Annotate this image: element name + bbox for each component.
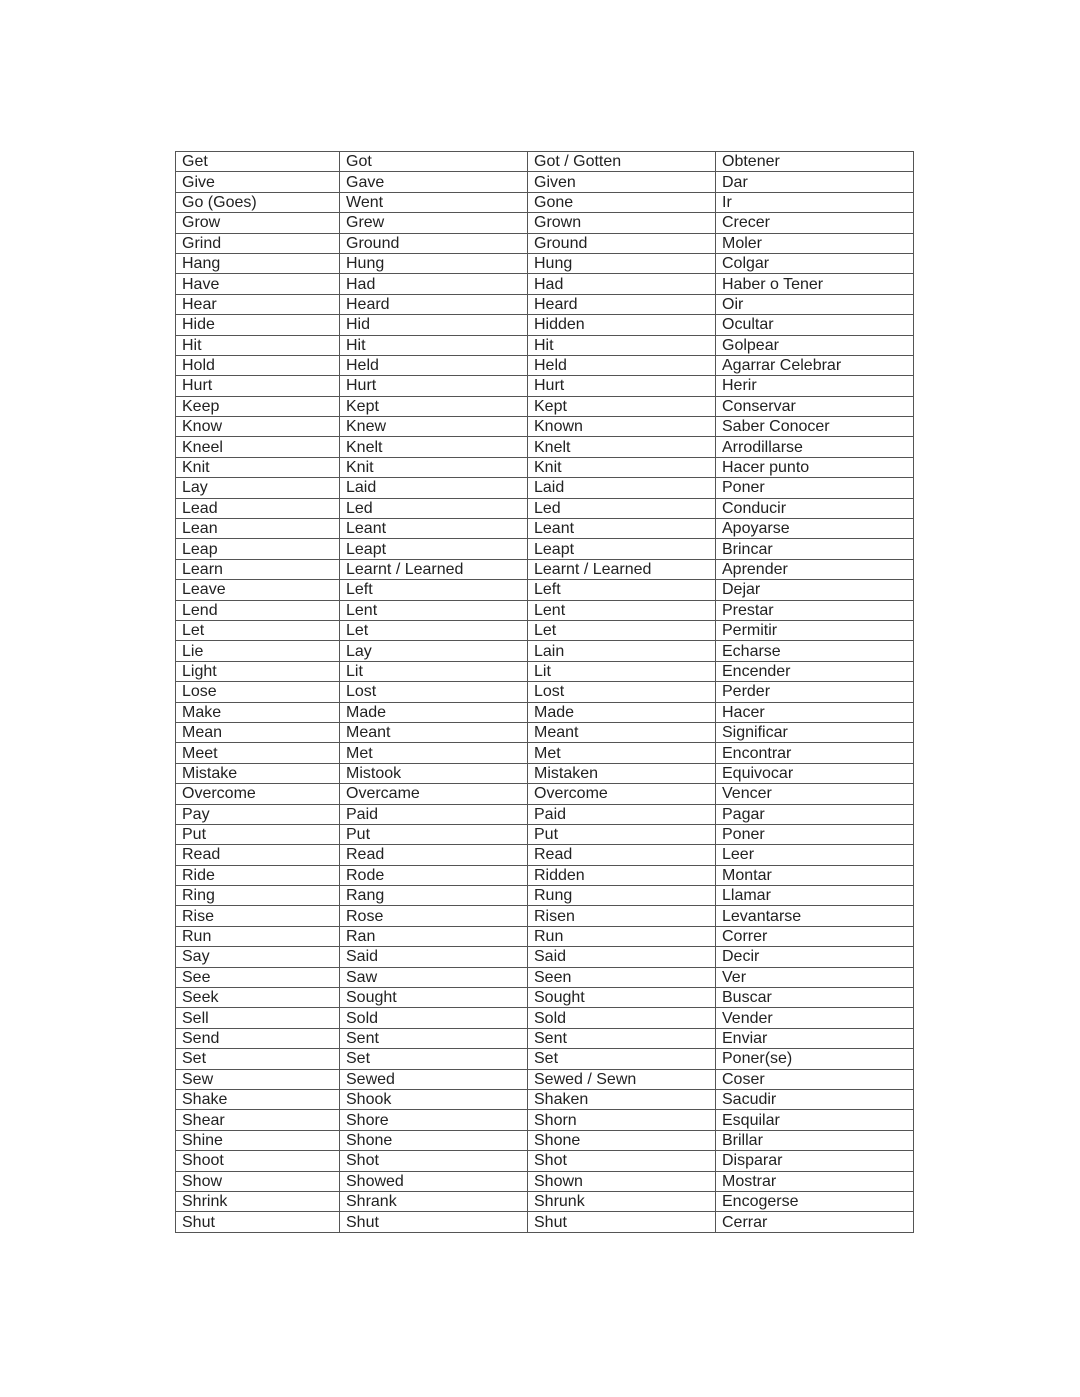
spanish-translation-cell: Moler xyxy=(716,233,914,253)
past-simple-cell: Shrank xyxy=(340,1191,528,1211)
past-simple-cell: Made xyxy=(340,702,528,722)
past-participle-cell: Sold xyxy=(528,1008,716,1028)
base-form-cell: Lean xyxy=(176,519,340,539)
table-row xyxy=(176,152,914,172)
spanish-translation-cell: Poner(se) xyxy=(716,1049,914,1069)
base-form-cell: Shoot xyxy=(176,1151,340,1171)
base-form-cell: Know xyxy=(176,417,340,437)
table-row xyxy=(176,417,914,437)
spanish-translation-cell: Aprender xyxy=(716,559,914,579)
spanish-translation-cell: Correr xyxy=(716,926,914,946)
base-form-cell: Overcome xyxy=(176,784,340,804)
past-simple-cell: Knew xyxy=(340,417,528,437)
base-form-cell: Seek xyxy=(176,988,340,1008)
spanish-translation-cell: Poner xyxy=(716,478,914,498)
spanish-translation-cell: Vender xyxy=(716,1008,914,1028)
base-form-cell: Make xyxy=(176,702,340,722)
past-participle-cell: Put xyxy=(528,824,716,844)
spanish-translation-cell: Conducir xyxy=(716,498,914,518)
irregular-verbs-table xyxy=(175,151,914,1233)
past-simple-cell: Sold xyxy=(340,1008,528,1028)
spanish-translation-cell: Brincar xyxy=(716,539,914,559)
past-simple-cell: Showed xyxy=(340,1171,528,1191)
spanish-translation-cell: Haber o Tener xyxy=(716,274,914,294)
past-participle-cell: Leapt xyxy=(528,539,716,559)
past-simple-cell: Hid xyxy=(340,315,528,335)
table-row xyxy=(176,1212,914,1232)
base-form-cell: Lend xyxy=(176,600,340,620)
past-simple-cell: Met xyxy=(340,743,528,763)
spanish-translation-cell: Herir xyxy=(716,376,914,396)
table-row xyxy=(176,784,914,804)
past-participle-cell: Mistaken xyxy=(528,763,716,783)
table-row xyxy=(176,906,914,926)
table-row xyxy=(176,213,914,233)
table-row xyxy=(176,1008,914,1028)
past-simple-cell: Paid xyxy=(340,804,528,824)
past-simple-cell: Knelt xyxy=(340,437,528,457)
past-simple-cell: Hung xyxy=(340,253,528,273)
past-simple-cell: Hurt xyxy=(340,376,528,396)
base-form-cell: Leap xyxy=(176,539,340,559)
table-row xyxy=(176,1191,914,1211)
past-simple-cell: Held xyxy=(340,355,528,375)
base-form-cell: Hurt xyxy=(176,376,340,396)
past-participle-cell: Lain xyxy=(528,641,716,661)
past-participle-cell: Leant xyxy=(528,519,716,539)
spanish-translation-cell: Agarrar Celebrar xyxy=(716,355,914,375)
table-row xyxy=(176,824,914,844)
past-simple-cell: Went xyxy=(340,192,528,212)
base-form-cell: Grow xyxy=(176,213,340,233)
base-form-cell: Say xyxy=(176,947,340,967)
past-participle-cell: Rung xyxy=(528,886,716,906)
base-form-cell: Let xyxy=(176,620,340,640)
past-participle-cell: Shot xyxy=(528,1151,716,1171)
past-participle-cell: Shaken xyxy=(528,1089,716,1109)
past-simple-cell: Meant xyxy=(340,722,528,742)
base-form-cell: Hang xyxy=(176,253,340,273)
table-row xyxy=(176,335,914,355)
spanish-translation-cell: Prestar xyxy=(716,600,914,620)
spanish-translation-cell: Golpear xyxy=(716,335,914,355)
past-participle-cell: Shone xyxy=(528,1130,716,1150)
past-participle-cell: Lost xyxy=(528,682,716,702)
past-participle-cell: Given xyxy=(528,172,716,192)
base-form-cell: Hear xyxy=(176,294,340,314)
table-row xyxy=(176,682,914,702)
past-participle-cell: Got / Gotten xyxy=(528,152,716,172)
past-simple-cell: Shook xyxy=(340,1089,528,1109)
past-participle-cell: Learnt / Learned xyxy=(528,559,716,579)
spanish-translation-cell: Arrodillarse xyxy=(716,437,914,457)
base-form-cell: Keep xyxy=(176,396,340,416)
spanish-translation-cell: Significar xyxy=(716,722,914,742)
table-row xyxy=(176,661,914,681)
past-simple-cell: Said xyxy=(340,947,528,967)
spanish-translation-cell: Dar xyxy=(716,172,914,192)
past-participle-cell: Met xyxy=(528,743,716,763)
spanish-translation-cell: Saber Conocer xyxy=(716,417,914,437)
past-simple-cell: Ground xyxy=(340,233,528,253)
table-row xyxy=(176,947,914,967)
past-simple-cell: Shone xyxy=(340,1130,528,1150)
past-simple-cell: Learnt / Learned xyxy=(340,559,528,579)
past-participle-cell: Laid xyxy=(528,478,716,498)
past-simple-cell: Gave xyxy=(340,172,528,192)
past-simple-cell: Lent xyxy=(340,600,528,620)
past-participle-cell: Run xyxy=(528,926,716,946)
table-row xyxy=(176,274,914,294)
past-simple-cell: Ran xyxy=(340,926,528,946)
past-participle-cell: Knelt xyxy=(528,437,716,457)
table-row xyxy=(176,804,914,824)
past-participle-cell: Said xyxy=(528,947,716,967)
base-form-cell: Lay xyxy=(176,478,340,498)
spanish-translation-cell: Hacer punto xyxy=(716,457,914,477)
past-participle-cell: Read xyxy=(528,845,716,865)
spanish-translation-cell: Coser xyxy=(716,1069,914,1089)
past-simple-cell: Read xyxy=(340,845,528,865)
base-form-cell: Lie xyxy=(176,641,340,661)
spanish-translation-cell: Hacer xyxy=(716,702,914,722)
table-row xyxy=(176,988,914,1008)
past-participle-cell: Made xyxy=(528,702,716,722)
base-form-cell: Mistake xyxy=(176,763,340,783)
spanish-translation-cell: Encender xyxy=(716,661,914,681)
spanish-translation-cell: Montar xyxy=(716,865,914,885)
past-participle-cell: Seen xyxy=(528,967,716,987)
past-simple-cell: Grew xyxy=(340,213,528,233)
past-simple-cell: Overcame xyxy=(340,784,528,804)
past-simple-cell: Set xyxy=(340,1049,528,1069)
table-row xyxy=(176,1151,914,1171)
table-row xyxy=(176,967,914,987)
table-row xyxy=(176,600,914,620)
past-participle-cell: Shown xyxy=(528,1171,716,1191)
table-row xyxy=(176,722,914,742)
table-row xyxy=(176,396,914,416)
spanish-translation-cell: Echarse xyxy=(716,641,914,661)
table-row xyxy=(176,702,914,722)
spanish-translation-cell: Brillar xyxy=(716,1130,914,1150)
table-row xyxy=(176,763,914,783)
base-form-cell: Sell xyxy=(176,1008,340,1028)
base-form-cell: Knit xyxy=(176,457,340,477)
past-participle-cell: Held xyxy=(528,355,716,375)
spanish-translation-cell: Encogerse xyxy=(716,1191,914,1211)
spanish-translation-cell: Ver xyxy=(716,967,914,987)
spanish-translation-cell: Mostrar xyxy=(716,1171,914,1191)
past-simple-cell: Knit xyxy=(340,457,528,477)
past-participle-cell: Sewed / Sewn xyxy=(528,1069,716,1089)
spanish-translation-cell: Disparar xyxy=(716,1151,914,1171)
past-participle-cell: Overcome xyxy=(528,784,716,804)
past-simple-cell: Got xyxy=(340,152,528,172)
spanish-translation-cell: Permitir xyxy=(716,620,914,640)
base-form-cell: Meet xyxy=(176,743,340,763)
past-participle-cell: Hung xyxy=(528,253,716,273)
past-participle-cell: Known xyxy=(528,417,716,437)
table-row xyxy=(176,559,914,579)
past-participle-cell: Grown xyxy=(528,213,716,233)
past-participle-cell: Ridden xyxy=(528,865,716,885)
past-simple-cell: Sought xyxy=(340,988,528,1008)
past-participle-cell: Meant xyxy=(528,722,716,742)
spanish-translation-cell: Enviar xyxy=(716,1028,914,1048)
past-simple-cell: Sewed xyxy=(340,1069,528,1089)
table-row xyxy=(176,192,914,212)
base-form-cell: Hold xyxy=(176,355,340,375)
table-row xyxy=(176,1028,914,1048)
past-simple-cell: Mistook xyxy=(340,763,528,783)
spanish-translation-cell: Encontrar xyxy=(716,743,914,763)
past-participle-cell: Let xyxy=(528,620,716,640)
table-row xyxy=(176,1089,914,1109)
base-form-cell: Lead xyxy=(176,498,340,518)
table-row xyxy=(176,1110,914,1130)
base-form-cell: Hit xyxy=(176,335,340,355)
base-form-cell: Lose xyxy=(176,682,340,702)
table-row xyxy=(176,172,914,192)
base-form-cell: Go (Goes) xyxy=(176,192,340,212)
past-participle-cell: Had xyxy=(528,274,716,294)
table-row xyxy=(176,845,914,865)
past-simple-cell: Left xyxy=(340,580,528,600)
table-row xyxy=(176,1171,914,1191)
past-participle-cell: Hidden xyxy=(528,315,716,335)
base-form-cell: Give xyxy=(176,172,340,192)
past-participle-cell: Sent xyxy=(528,1028,716,1048)
past-simple-cell: Rose xyxy=(340,906,528,926)
base-form-cell: Ring xyxy=(176,886,340,906)
base-form-cell: Sew xyxy=(176,1069,340,1089)
spanish-translation-cell: Buscar xyxy=(716,988,914,1008)
base-form-cell: See xyxy=(176,967,340,987)
table-row xyxy=(176,478,914,498)
past-participle-cell: Shorn xyxy=(528,1110,716,1130)
spanish-translation-cell: Levantarse xyxy=(716,906,914,926)
past-participle-cell: Hurt xyxy=(528,376,716,396)
past-simple-cell: Leant xyxy=(340,519,528,539)
table-row xyxy=(176,519,914,539)
table-row xyxy=(176,539,914,559)
base-form-cell: Rise xyxy=(176,906,340,926)
spanish-translation-cell: Colgar xyxy=(716,253,914,273)
base-form-cell: Light xyxy=(176,661,340,681)
table-row xyxy=(176,355,914,375)
table-row xyxy=(176,253,914,273)
spanish-translation-cell: Llamar xyxy=(716,886,914,906)
base-form-cell: Ride xyxy=(176,865,340,885)
table-row xyxy=(176,641,914,661)
spanish-translation-cell: Pagar xyxy=(716,804,914,824)
table-row xyxy=(176,743,914,763)
past-participle-cell: Led xyxy=(528,498,716,518)
spanish-translation-cell: Poner xyxy=(716,824,914,844)
past-simple-cell: Shut xyxy=(340,1212,528,1232)
base-form-cell: Shear xyxy=(176,1110,340,1130)
spanish-translation-cell: Vencer xyxy=(716,784,914,804)
spanish-translation-cell: Obtener xyxy=(716,152,914,172)
past-simple-cell: Shore xyxy=(340,1110,528,1130)
base-form-cell: Learn xyxy=(176,559,340,579)
spanish-translation-cell: Dejar xyxy=(716,580,914,600)
spanish-translation-cell: Oir xyxy=(716,294,914,314)
spanish-translation-cell: Decir xyxy=(716,947,914,967)
base-form-cell: Hide xyxy=(176,315,340,335)
past-simple-cell: Led xyxy=(340,498,528,518)
past-simple-cell: Put xyxy=(340,824,528,844)
past-participle-cell: Paid xyxy=(528,804,716,824)
base-form-cell: Shrink xyxy=(176,1191,340,1211)
table-row xyxy=(176,294,914,314)
past-simple-cell: Had xyxy=(340,274,528,294)
table-row xyxy=(176,233,914,253)
spanish-translation-cell: Equivocar xyxy=(716,763,914,783)
table-row xyxy=(176,620,914,640)
spanish-translation-cell: Conservar xyxy=(716,396,914,416)
base-form-cell: Kneel xyxy=(176,437,340,457)
spanish-translation-cell: Leer xyxy=(716,845,914,865)
past-participle-cell: Ground xyxy=(528,233,716,253)
table-row xyxy=(176,1069,914,1089)
past-participle-cell: Lit xyxy=(528,661,716,681)
spanish-translation-cell: Esquilar xyxy=(716,1110,914,1130)
past-participle-cell: Knit xyxy=(528,457,716,477)
past-simple-cell: Shot xyxy=(340,1151,528,1171)
base-form-cell: Have xyxy=(176,274,340,294)
spanish-translation-cell: Ocultar xyxy=(716,315,914,335)
spanish-translation-cell: Crecer xyxy=(716,213,914,233)
past-participle-cell: Kept xyxy=(528,396,716,416)
past-simple-cell: Saw xyxy=(340,967,528,987)
base-form-cell: Set xyxy=(176,1049,340,1069)
base-form-cell: Shine xyxy=(176,1130,340,1150)
past-participle-cell: Hit xyxy=(528,335,716,355)
past-simple-cell: Leapt xyxy=(340,539,528,559)
past-simple-cell: Kept xyxy=(340,396,528,416)
past-simple-cell: Lost xyxy=(340,682,528,702)
past-participle-cell: Shrunk xyxy=(528,1191,716,1211)
base-form-cell: Get xyxy=(176,152,340,172)
past-simple-cell: Lay xyxy=(340,641,528,661)
past-participle-cell: Set xyxy=(528,1049,716,1069)
past-participle-cell: Gone xyxy=(528,192,716,212)
past-simple-cell: Rode xyxy=(340,865,528,885)
base-form-cell: Shut xyxy=(176,1212,340,1232)
past-simple-cell: Sent xyxy=(340,1028,528,1048)
base-form-cell: Shake xyxy=(176,1089,340,1109)
verb-table-body xyxy=(176,152,914,1233)
past-participle-cell: Sought xyxy=(528,988,716,1008)
base-form-cell: Leave xyxy=(176,580,340,600)
past-simple-cell: Lit xyxy=(340,661,528,681)
past-simple-cell: Rang xyxy=(340,886,528,906)
table-row xyxy=(176,926,914,946)
spanish-translation-cell: Cerrar xyxy=(716,1212,914,1232)
table-row xyxy=(176,498,914,518)
past-participle-cell: Heard xyxy=(528,294,716,314)
past-participle-cell: Left xyxy=(528,580,716,600)
table-row xyxy=(176,886,914,906)
table-row xyxy=(176,865,914,885)
past-participle-cell: Lent xyxy=(528,600,716,620)
spanish-translation-cell: Apoyarse xyxy=(716,519,914,539)
past-simple-cell: Laid xyxy=(340,478,528,498)
table-row xyxy=(176,1049,914,1069)
base-form-cell: Put xyxy=(176,824,340,844)
base-form-cell: Mean xyxy=(176,722,340,742)
table-row xyxy=(176,1130,914,1150)
base-form-cell: Pay xyxy=(176,804,340,824)
base-form-cell: Send xyxy=(176,1028,340,1048)
past-simple-cell: Heard xyxy=(340,294,528,314)
table-row xyxy=(176,315,914,335)
base-form-cell: Grind xyxy=(176,233,340,253)
spanish-translation-cell: Ir xyxy=(716,192,914,212)
past-participle-cell: Shut xyxy=(528,1212,716,1232)
table-row xyxy=(176,457,914,477)
table-row xyxy=(176,376,914,396)
past-simple-cell: Hit xyxy=(340,335,528,355)
past-participle-cell: Risen xyxy=(528,906,716,926)
spanish-translation-cell: Perder xyxy=(716,682,914,702)
base-form-cell: Show xyxy=(176,1171,340,1191)
base-form-cell: Run xyxy=(176,926,340,946)
base-form-cell: Read xyxy=(176,845,340,865)
past-simple-cell: Let xyxy=(340,620,528,640)
table-row xyxy=(176,580,914,600)
spanish-translation-cell: Sacudir xyxy=(716,1089,914,1109)
table-row xyxy=(176,437,914,457)
